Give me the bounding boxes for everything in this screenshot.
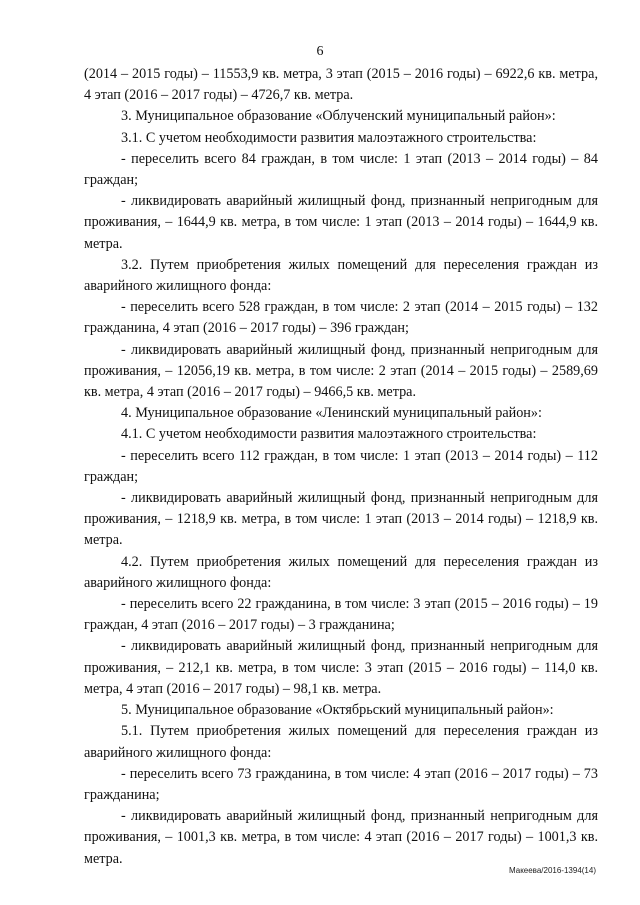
subsection-4-1: 4.1. С учетом необходимости развития малоэтажного строительства: <box>121 426 537 443</box>
list-item-resettle: - переселить всего 112 граждан, в том числе: 1 этап (2013 – 2014 годы) – 112 граждан; <box>84 447 598 485</box>
section-heading-obluchensky: 3. Муниципальное образование «Облученский муниципальный район»: <box>121 108 556 125</box>
list-item-liquidate: - ликвидировать аварийный жилищный фонд, признанный непригодным для проживания, – 212,1 кв. метра, в том числе: 3 этап (2015 – 2016 годы) – 114,0 кв. метра, 4 этап (2016 – 2017 годы) – 98,1 кв. метра. <box>84 638 598 697</box>
section-heading-oktyabrsky: 5. Муниципальное образование «Октябрьский муниципальный район»: <box>121 702 554 719</box>
subsection-4-2: 4.2. Путем приобретения жилых помещений для переселения граждан из аварийного жилищного фонда: <box>84 553 598 591</box>
list-item-liquidate: - ликвидировать аварийный жилищный фонд, признанный непригодным для проживания, – 1644,9 кв. метра, в том числе: 1 этап (2013 – 2014 годы) – 1644,9 кв. метра. <box>84 193 598 252</box>
subsection-5-1: 5.1. Путем приобретения жилых помещений для переселения граждан из аварийного жилищного фонда: <box>84 723 598 761</box>
list-item-resettle: - переселить всего 22 гражданина, в том числе: 3 этап (2015 – 2016 годы) – 19 граждан, 4 этап (2016 – 2017 годы) – 3 гражданина; <box>84 596 598 634</box>
section-heading-leninsky: 4. Муниципальное образование «Ленинский муниципальный район»: <box>121 405 542 422</box>
page-number: 6 <box>316 44 324 59</box>
list-item-liquidate: - ликвидировать аварийный жилищный фонд, признанный непригодным для проживания, – 1218,9 кв. метра, в том числе: 1 этап (2013 – 2014 годы) – 1218,9 кв. метра. <box>84 490 598 549</box>
document-body <box>84 64 598 870</box>
footer-document-code: Макеева/2016-1394(14) <box>508 866 596 875</box>
subsection-3-1: 3.1. С учетом необходимости развития малоэтажного строительства: <box>121 129 537 146</box>
list-item-liquidate: - ликвидировать аварийный жилищный фонд, признанный непригодным для проживания, – 1001,3 кв. метра, в том числе: 4 этап (2016 – 2017 годы) – 1001,3 кв. метра. <box>84 808 598 867</box>
paragraph-area-continuation: (2014 – 2015 годы) – 11553,9 кв. метра, 3 этап (2015 – 2016 годы) – 6922,6 кв. метра, 4 этап (2016 – 2017 годы) – 4726,7 кв. метра. <box>84 66 598 104</box>
list-item-resettle: - переселить всего 84 граждан, в том числе: 1 этап (2013 – 2014 годы) – 84 граждан; <box>84 150 598 189</box>
list-item-resettle: - переселить всего 528 граждан, в том числе: 2 этап (2014 – 2015 годы) – 132 гражданина, 4 этап (2016 – 2017 годы) – 396 граждан; <box>84 299 598 337</box>
subsection-3-2: 3.2. Путем приобретения жилых помещений для переселения граждан из аварийного жилищного фонда: <box>84 256 598 295</box>
list-item-liquidate: - ликвидировать аварийный жилищный фонд, признанный непригодным для проживания, – 12056,19 кв. метра, в том числе: 2 этап (2014 – 2015 годы) – 2589,69 кв. метра, 4 этап (2016 – 2017 годы) – 9466,5 кв. метра. <box>84 341 598 401</box>
list-item-resettle: - переселить всего 73 гражданина, в том числе: 4 этап (2016 – 2017 годы) – 73 гражданина; <box>84 765 598 803</box>
